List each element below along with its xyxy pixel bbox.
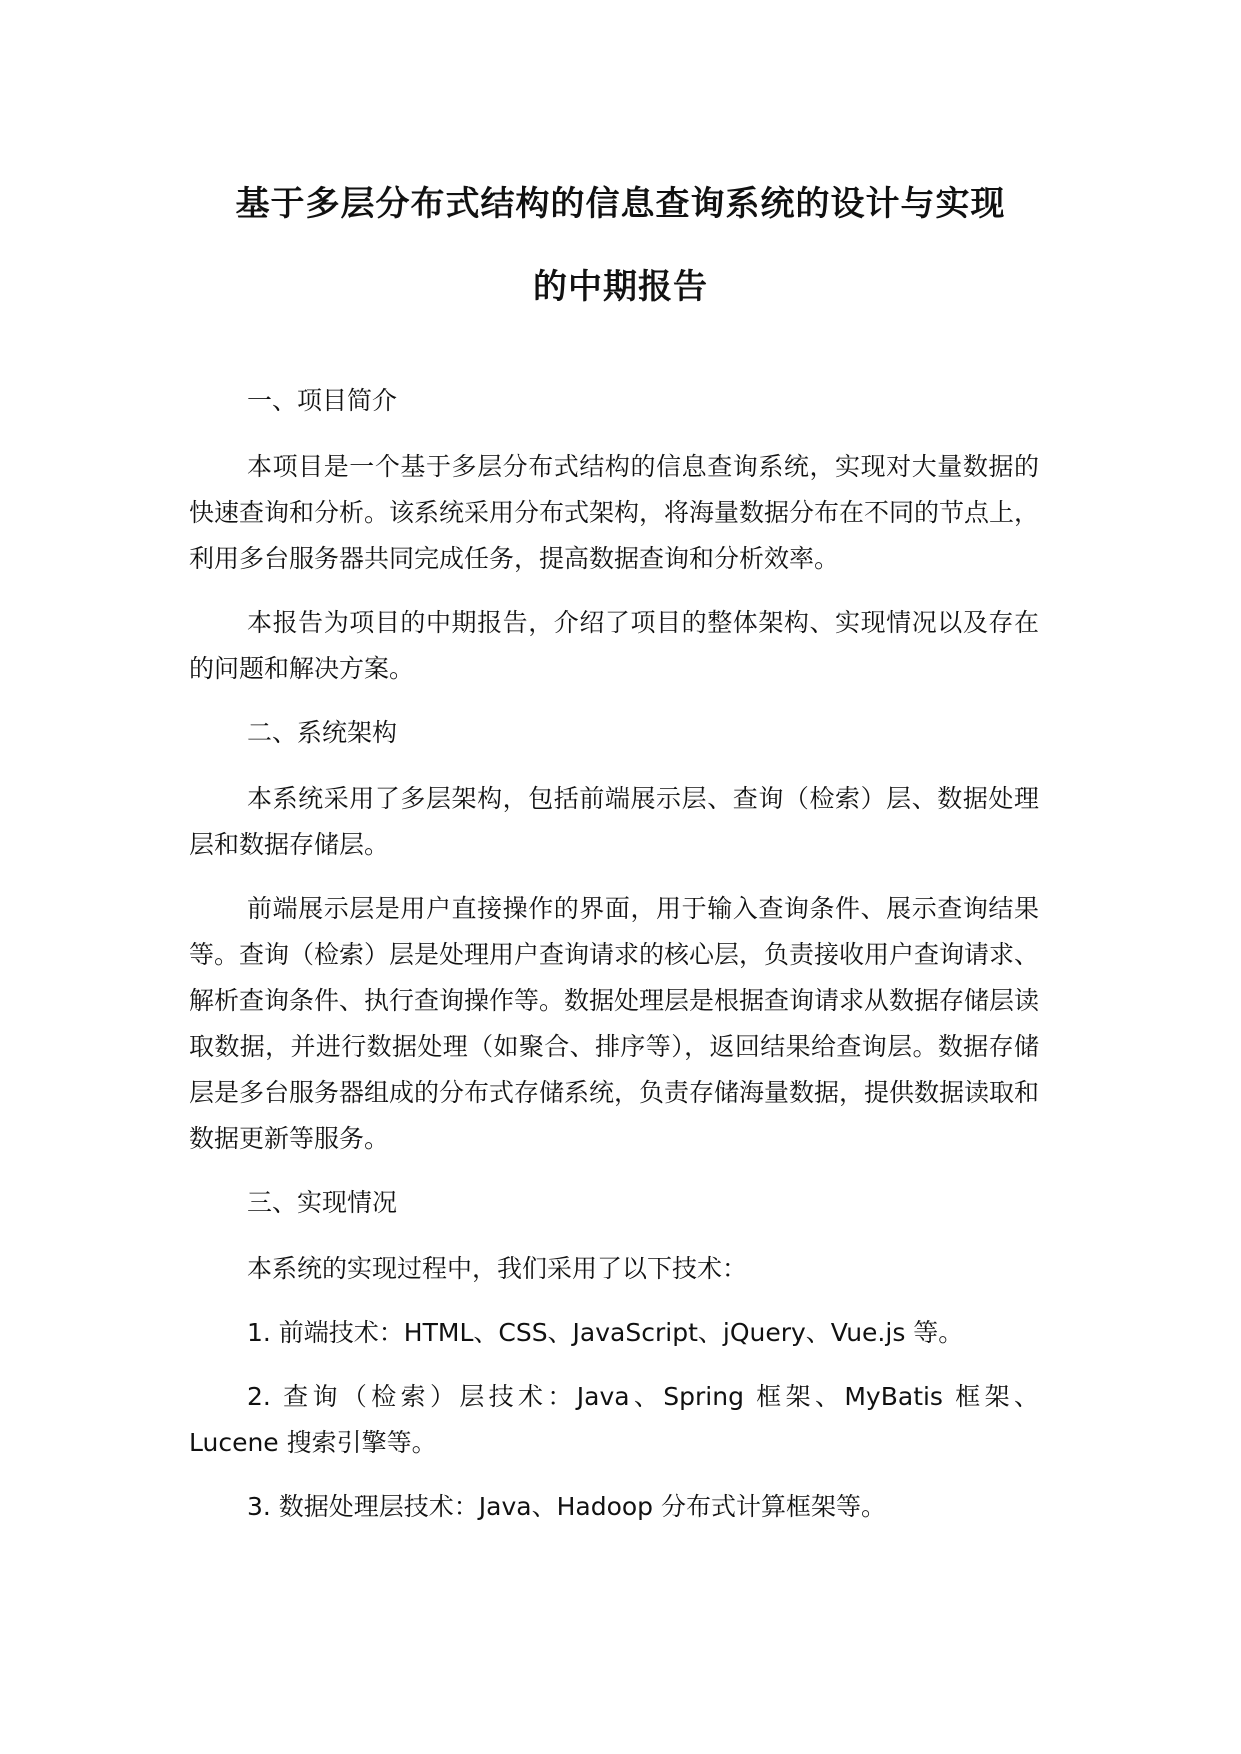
paragraph-intro-2: 本报告为项目的中期报告，介绍了项目的整体架构、实现情况以及存在的问题和解决方案。	[189, 608, 1039, 683]
document-title-line1: 基于多层分布式结构的信息查询系统的设计与实现	[235, 184, 1006, 224]
paragraph-implementation-intro: 本系统的实现过程中，我们采用了以下技术：	[247, 1254, 748, 1283]
paragraph-architecture-2: 前端展示层是用户直接操作的界面，用于输入查询条件、展示查询结果等。查询（检索）层是处理用户查询请求的核心层，负责接收用户查询请求、解析查询条件、执行查询操作等。数据处理层是根据查询请求从数据存储层读取数据，并进行数据处理（如聚合、排序等），返回结果给查询层。数据存储层是多台服务器组成的分布式存储系统，负责存储海量数据，提供数据读取和数据更新等服务。	[189, 894, 1040, 1153]
section-heading-architecture: 二、系统架构	[247, 718, 398, 747]
document-body	[189, 378, 1039, 1548]
section-heading-intro: 一、项目简介	[247, 386, 398, 415]
paragraph-architecture-1: 本系统采用了多层架构，包括前端展示层、查询（检索）层、数据处理层和数据存储层。	[189, 784, 1039, 859]
paragraph-intro-1: 本项目是一个基于多层分布式结构的信息查询系统，实现对大量数据的快速查询和分析。该系统采用分布式架构，将海量数据分布在不同的节点上，利用多台服务器共同完成任务，提高数据查询和分析效率。	[189, 452, 1040, 573]
section-heading-implementation: 三、实现情况	[247, 1188, 398, 1217]
list-item-frontend-tech: 1. 前端技术：HTML、CSS、JavaScript、jQuery、Vue.js 等。	[247, 1318, 964, 1347]
list-item-query-tech: 2. 查询（检索）层技术：Java、Spring 框架、MyBatis 框架、Lucene 搜索引擎等。	[189, 1382, 1039, 1457]
list-item-data-processing-tech: 3. 数据处理层技术：Java、Hadoop 分布式计算框架等。	[247, 1492, 887, 1521]
document-title-line2: 的中期报告	[533, 267, 708, 307]
